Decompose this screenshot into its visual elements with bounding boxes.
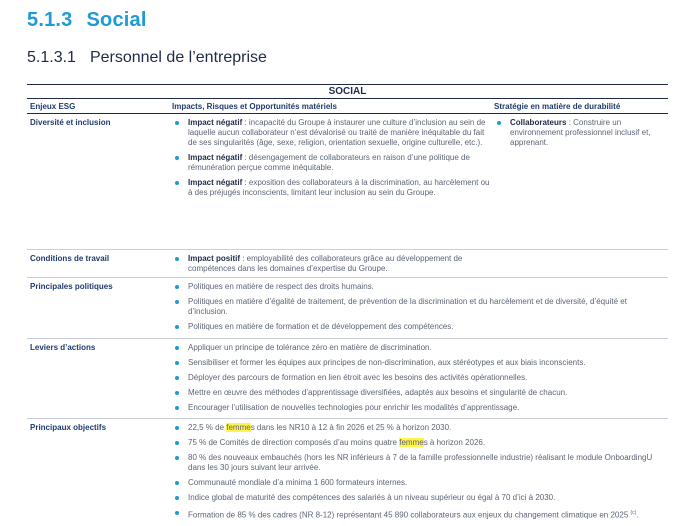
list-item: 75 % de Comités de direction composés d’au moins quatre femmes à horizon 2026. <box>172 438 665 448</box>
table-row-conditions <box>27 250 668 278</box>
bullet-icon <box>175 121 179 125</box>
list-item: Déployer des parcours de formation en lien étroit avec les besoins des activités opérationnelles. <box>172 373 665 383</box>
leviers-cell <box>172 339 665 418</box>
row-label-conditions: Conditions de travail <box>30 254 110 263</box>
social-table <box>27 84 668 524</box>
bullet-icon <box>175 511 179 515</box>
bullet-icon <box>497 121 501 125</box>
table-row-diversite <box>27 114 668 250</box>
bullet-icon <box>175 391 179 395</box>
list-item: Impact négatif : désengagement de collaborateurs en raison d’une politique de rémunération perçue comme inéquitable. <box>172 153 494 173</box>
bullet-icon <box>175 496 179 500</box>
bullet-icon <box>175 481 179 485</box>
bullet-icon <box>175 346 179 350</box>
list-item: Politiques en matière de respect des droits humains. <box>172 282 665 292</box>
list-item: Encourager l’utilisation de nouvelles technologies pour enrichir les modalités d’apprentissage. <box>172 403 665 413</box>
subsection-title: Personnel de l’entreprise <box>89 49 267 66</box>
list-item: Impact négatif : incapacité du Groupe à instaurer une culture d’inclusion au sein de laquelle aucun collaborateur n’est dévalorisé ou traité de manière inéquitable du fait de ses singularités (âge, sexe, religion, orientation sexuelle, origine culturelle, etc.). <box>172 118 494 148</box>
table-row-politiques <box>27 278 668 339</box>
strategy-cell <box>494 114 668 249</box>
bullet-icon <box>175 285 179 289</box>
section-number: 5.1.3 <box>27 9 73 31</box>
search-highlight: femme <box>399 438 424 447</box>
list-item: Collaborateurs : Construire un environnement professionnel inclusif et, apprenant. <box>494 118 668 148</box>
row-label-objectifs: Principaux objectifs <box>30 423 107 432</box>
header-enjeux: Enjeux ESG <box>30 101 76 111</box>
bullet-icon <box>175 406 179 410</box>
bullet-icon <box>175 361 179 365</box>
search-highlight: femme <box>226 423 251 432</box>
table-header-row <box>27 99 668 114</box>
list-item: Formation de 85 % des cadres (NR 8-12) représentant 45 890 collaborateurs aux enjeux du changement climatique en 2025 $^{(c)}$. <box>172 508 665 521</box>
row-label-politiques: Principales politiques <box>30 282 113 291</box>
list-item: Sensibiliser et former les équipes aux principes de non-discrimination, aux stéréotypes et aux biais inconscients. <box>172 358 665 368</box>
row-label-diversite: Diversité et inclusion <box>30 118 111 127</box>
objectifs-cell <box>172 419 665 524</box>
impacts-cell <box>172 250 494 277</box>
section-title: Social <box>86 9 147 31</box>
list-item: Impact négatif : exposition des collaborateurs à la discrimination, au harcèlement ou à des préjugés inconscients, limitant leur inclusion au sein du Groupe. <box>172 178 494 198</box>
impacts-cell <box>172 114 494 249</box>
list-item: 22,5 % de femmes dans les NR10 à 12 à fin 2026 et 25 % à horizon 2030. <box>172 423 665 433</box>
bullet-icon <box>175 325 179 329</box>
header-strategie: Stratégie en matière de durabilité <box>494 101 621 111</box>
list-item: Mettre en œuvre des méthodes d’apprentissage diversifiées, adaptés aux besoins et singularité de chacun. <box>172 388 665 398</box>
subsection-number: 5.1.3.1 <box>27 49 76 66</box>
bullet-icon <box>175 376 179 380</box>
subsection-heading <box>27 49 267 67</box>
bullet-icon <box>175 441 179 445</box>
list-item: 80 % des nouveaux embauchés (hors les NR inférieurs à 7 de la famille professionnelle industrie) réalisant le module OnboardingU dans les 30 jours suivant leur arrivée. <box>172 453 665 473</box>
list-item: Communauté mondiale d’a minima 1 600 formateurs internes. <box>172 478 665 488</box>
list-item: Impact positif : employabilité des collaborateurs grâce au développement de compétences dans les domaines d’expertise du Groupe. <box>172 254 494 274</box>
bullet-icon <box>175 257 179 261</box>
table-row-objectifs <box>27 419 668 524</box>
row-label-leviers: Leviers d’actions <box>30 343 96 352</box>
bullet-icon <box>175 426 179 430</box>
footnote-marker[interactable]: (c) <box>630 510 637 516</box>
header-impacts: Impacts, Risques et Opportunités matériels <box>172 101 337 111</box>
bullet-icon <box>175 181 179 185</box>
list-item: Politiques en matière de formation et de développement des compétences. <box>172 322 665 332</box>
bullet-icon <box>175 300 179 304</box>
table-row-leviers <box>27 339 668 419</box>
list-item: Politiques en matière d’égalité de traitement, de prévention de la discrimination et du harcèlement et de diversité, d’équité et d’inclusion. <box>172 297 665 317</box>
list-item: Appliquer un principe de tolérance zéro en matière de discrimination. <box>172 343 665 353</box>
list-item: Indice global de maturité des compétences des salariés à un niveau supérieur ou égal à 70 d’ici à 2030. <box>172 493 665 503</box>
politiques-cell <box>172 278 665 338</box>
bullet-icon <box>175 156 179 160</box>
bullet-icon <box>175 456 179 460</box>
table-title: SOCIAL <box>27 85 668 99</box>
section-heading <box>27 9 147 32</box>
